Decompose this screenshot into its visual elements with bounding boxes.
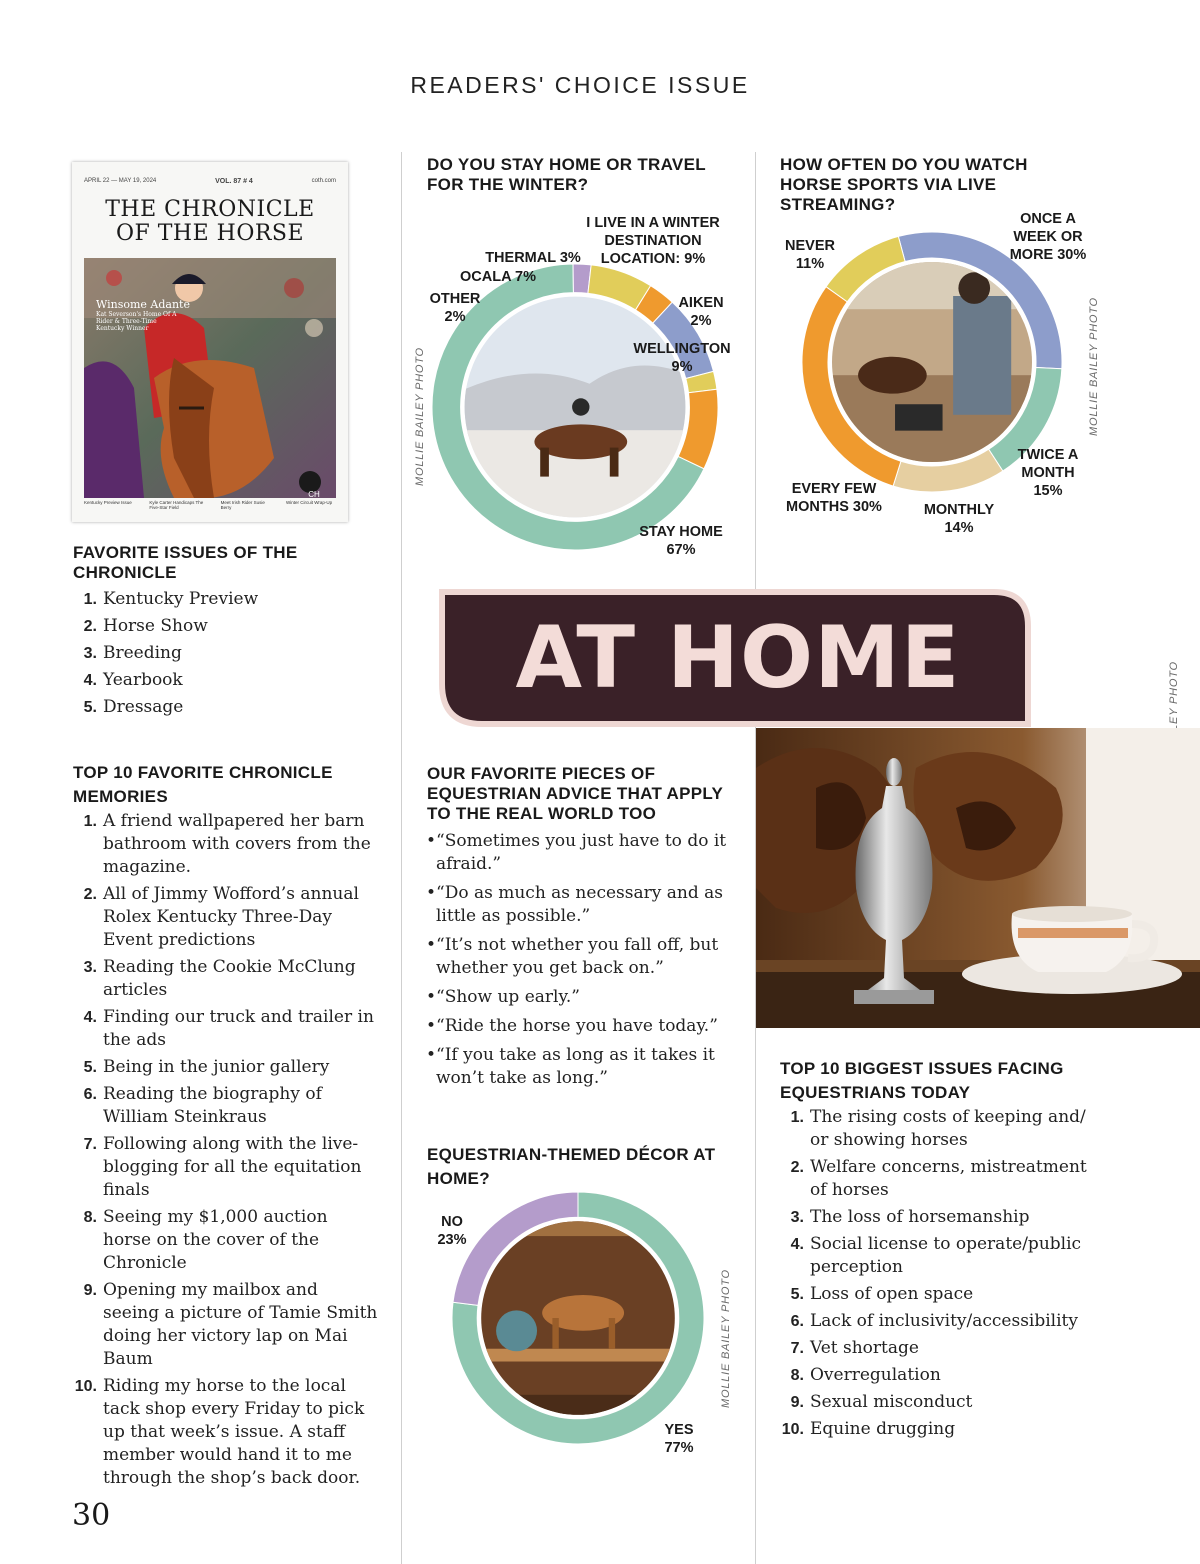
- advice-heading: OUR FAVORITE PIECES OF EQUESTRIAN ADVICE THAT APPLY TO THE REAL WORLD TOO: [427, 764, 723, 823]
- list-number: 2.: [790, 1159, 804, 1176]
- list-text: Seeing my $1,000 auction horse on the cover of the Chronicle: [103, 1207, 328, 1273]
- list-item: [426, 986, 734, 1009]
- list-text: The loss of horsemanship: [810, 1207, 1030, 1227]
- decor-label-yes: YES 77%: [664, 1422, 694, 1456]
- winter-label-wellington: WELLINGTON: [633, 341, 731, 357]
- bullet: •: [426, 883, 437, 903]
- list-item: [780, 1106, 1090, 1152]
- cover-date: APRIL 22 — MAY 19, 2024: [84, 178, 157, 184]
- cover-volume: VOL. 87 # 4: [215, 178, 253, 185]
- list-item: [780, 1206, 1090, 1229]
- list-item: [780, 1418, 1090, 1441]
- list-text: All of Jimmy Wofford’s annual Rolex Kentucky Three-Day Event predictions: [103, 884, 359, 950]
- list-number: 3.: [83, 959, 97, 976]
- list-number: 3.: [790, 1209, 804, 1226]
- list-item: [73, 810, 379, 879]
- streaming-label-never: NEVER 11%: [785, 238, 835, 272]
- cover-monogram: CH: [308, 490, 320, 499]
- bullet: •: [426, 987, 437, 1007]
- list-text: Dressage: [103, 697, 184, 717]
- list-item: [426, 1044, 734, 1090]
- cover-feature-title: Winsome Adante: [96, 298, 190, 311]
- cover-masthead: [72, 198, 348, 246]
- list-item: [73, 956, 379, 1002]
- list-number: 9.: [83, 1282, 97, 1299]
- list-number: 4.: [790, 1236, 804, 1253]
- list-text: Sexual misconduct: [810, 1392, 973, 1412]
- cover-feature-sub3: Kentucky Winner: [96, 325, 149, 332]
- at-home-banner: [434, 588, 1032, 728]
- streaming-label-weekly: ONCE A WEEK OR MORE 30%: [1009, 211, 1087, 263]
- list-text: “If you take as long as it takes it won’t take as long.”: [436, 1045, 715, 1088]
- list-text: “Ride the horse you have today.”: [436, 1016, 718, 1036]
- bullet: •: [426, 935, 437, 955]
- list-text: Equine drugging: [810, 1419, 956, 1439]
- cover-footer: [84, 500, 336, 510]
- cover-feature: [96, 298, 190, 332]
- cover-title-line2: OF THE HORSE: [115, 221, 305, 246]
- list-text: Breeding: [103, 643, 182, 663]
- list-number: 7.: [790, 1340, 804, 1357]
- cover-topline: [84, 178, 336, 185]
- list-item: [780, 1233, 1090, 1279]
- winter-photo-credit: MOLLIE BAILEY PHOTO: [414, 347, 426, 486]
- list-text: Riding my horse to the local tack shop every Friday to pick up that week’s issue. A staff member would hand it to me through the shop’s back door.: [103, 1376, 365, 1488]
- cover-footer-item: Kyle Carter Handicaps The Five-Star Field: [149, 500, 204, 510]
- cover-photo: [84, 258, 336, 498]
- favorite-issues-heading: FAVORITE ISSUES OF THE CHRONICLE: [73, 543, 298, 582]
- list-text: Following along with the live-blogging for all the equitation finals: [103, 1134, 362, 1200]
- decor-label-no: NO 23%: [437, 1214, 467, 1248]
- trophy-photo: [756, 728, 1200, 1028]
- list-text: “Show up early.”: [436, 987, 580, 1007]
- magazine-cover: [72, 162, 348, 522]
- list-text: “Do as much as necessary and as little as possible.”: [436, 883, 723, 926]
- list-number: 7.: [83, 1136, 97, 1153]
- cover-feature-sub2: Rider & Three-Time: [96, 318, 157, 325]
- list-number: 5.: [790, 1286, 804, 1303]
- advice-list: [426, 830, 734, 1096]
- list-text: Horse Show: [103, 616, 208, 636]
- list-text: Welfare concerns, mistreatment of horses: [810, 1157, 1087, 1200]
- list-item: [73, 1056, 379, 1079]
- bullet: •: [426, 831, 437, 851]
- list-item: [73, 669, 383, 692]
- list-item: [426, 1015, 734, 1038]
- list-number: 10.: [781, 1421, 804, 1438]
- streaming-heading: HOW OFTEN DO YOU WATCH HORSE SPORTS VIA LIVE STREAMING?: [780, 155, 1028, 214]
- at-home-title: AT HOME: [515, 608, 961, 708]
- list-number: 4.: [83, 672, 97, 689]
- list-text: Being in the junior gallery: [103, 1057, 330, 1077]
- cover-footer-item: Winter Circuit Wrap-Up: [285, 500, 333, 505]
- cover-url: coth.com: [311, 178, 336, 184]
- list-number: 8.: [83, 1209, 97, 1226]
- list-item: [73, 1375, 379, 1490]
- list-number: 6.: [790, 1313, 804, 1330]
- winter-label-aiken: AIKEN 2%: [678, 295, 724, 329]
- winter-label-destination: I LIVE IN A WINTER DESTINATION LOCATION: 9%: [586, 215, 720, 267]
- bullet: •: [426, 1045, 437, 1065]
- winter-heading: DO YOU STAY HOME OR TRAVEL FOR THE WINTER?: [427, 155, 706, 194]
- list-number: 2.: [83, 886, 97, 903]
- list-number: 1.: [83, 813, 97, 830]
- list-number: 1.: [83, 591, 97, 608]
- decor-photo-credit: MOLLIE BAILEY PHOTO: [720, 1269, 732, 1408]
- list-text: “It’s not whether you fall off, but whether you get back on.”: [436, 935, 719, 978]
- bullet: •: [426, 1016, 437, 1036]
- memories-heading: TOP 10 FAVORITE CHRONICLE MEMORIES: [73, 763, 333, 806]
- streaming-label-twice: TWICE A MONTH 15%: [1017, 447, 1079, 499]
- list-number: 6.: [83, 1086, 97, 1103]
- column-divider-left: [401, 152, 402, 1564]
- list-item: [780, 1364, 1090, 1387]
- list-text: Yearbook: [103, 670, 183, 690]
- donut-center-photo: [450, 1190, 706, 1446]
- streaming-label-few: EVERY FEW MONTHS 30%: [786, 481, 882, 515]
- list-item: [73, 1006, 379, 1052]
- column-divider-right-upper: [755, 152, 756, 594]
- list-item: [73, 1133, 379, 1202]
- list-number: 2.: [83, 618, 97, 635]
- list-number: 10.: [74, 1378, 97, 1395]
- list-item: [780, 1391, 1090, 1414]
- list-item: [73, 588, 383, 611]
- list-item: [73, 1206, 379, 1275]
- winter-label-stay-home: STAY HOME 67%: [639, 524, 723, 558]
- cover-footer-item: Meet Irish Rider Susie Berry: [220, 500, 265, 510]
- cover-footer-item: Kentucky Preview Issue: [84, 500, 132, 505]
- list-number: 9.: [790, 1394, 804, 1411]
- list-item: [780, 1283, 1090, 1306]
- list-text: Kentucky Preview: [103, 589, 259, 609]
- issues-list: [780, 1106, 1090, 1445]
- list-number: 5.: [83, 699, 97, 716]
- list-text: Reading the biography of William Steinkraus: [103, 1084, 322, 1127]
- list-item: [73, 1279, 379, 1371]
- issue-header: READERS' CHOICE ISSUE: [410, 72, 750, 98]
- list-item: [780, 1156, 1090, 1202]
- list-text: Loss of open space: [810, 1284, 974, 1304]
- cover-title-line1: THE CHRONICLE: [105, 197, 315, 222]
- list-text: The rising costs of keeping and/ or showing horses: [810, 1107, 1086, 1150]
- decor-donut-chart: [450, 1190, 706, 1446]
- list-item: [73, 642, 383, 665]
- list-text: Vet shortage: [810, 1338, 919, 1358]
- list-number: 4.: [83, 1009, 97, 1026]
- list-item: [426, 882, 734, 928]
- list-text: Reading the Cookie McClung articles: [103, 957, 356, 1000]
- decor-heading: EQUESTRIAN-THEMED DÉCOR AT HOME?: [427, 1145, 716, 1188]
- list-item: [73, 696, 383, 719]
- list-item: [73, 1083, 379, 1129]
- list-text: Lack of inclusivity/accessibility: [810, 1311, 1078, 1331]
- list-item: [73, 883, 379, 952]
- winter-label-ocala: OCALA 7%: [460, 269, 536, 285]
- list-text: Finding our truck and trailer in the ads: [103, 1007, 374, 1050]
- list-number: 5.: [83, 1059, 97, 1076]
- list-text: Social license to operate/public perception: [810, 1234, 1082, 1277]
- list-item: [780, 1337, 1090, 1360]
- list-text: “Sometimes you just have to do it afraid.”: [436, 831, 727, 874]
- issues-heading: TOP 10 BIGGEST ISSUES FACING EQUESTRIANS TODAY: [780, 1059, 1064, 1102]
- list-number: 1.: [790, 1109, 804, 1126]
- cover-feature-sub1: Kat Severson's Home Of A: [96, 311, 177, 318]
- streaming-photo-credit: MOLLIE BAILEY PHOTO: [1088, 297, 1100, 436]
- list-item: [73, 615, 383, 638]
- streaming-label-monthly: MONTHLY 14%: [923, 502, 995, 536]
- list-item: [780, 1310, 1090, 1333]
- winter-label-other: OTHER 2%: [429, 291, 481, 325]
- list-text: Opening my mailbox and seeing a picture of Tamie Smith doing her victory lap on Mai Baum: [103, 1280, 378, 1369]
- winter-label-wellington-pct: 9%: [671, 359, 693, 375]
- list-text: A friend wallpapered her barn bathroom with covers from the magazine.: [103, 811, 371, 877]
- memories-list: [73, 810, 379, 1494]
- page-number: 30: [72, 1498, 111, 1533]
- list-item: [426, 934, 734, 980]
- favorite-issues-list: [73, 588, 383, 723]
- winter-label-thermal: THERMAL 3%: [485, 250, 581, 266]
- list-item: [426, 830, 734, 876]
- list-number: 8.: [790, 1367, 804, 1384]
- list-number: 3.: [83, 645, 97, 662]
- list-text: Overregulation: [810, 1365, 941, 1385]
